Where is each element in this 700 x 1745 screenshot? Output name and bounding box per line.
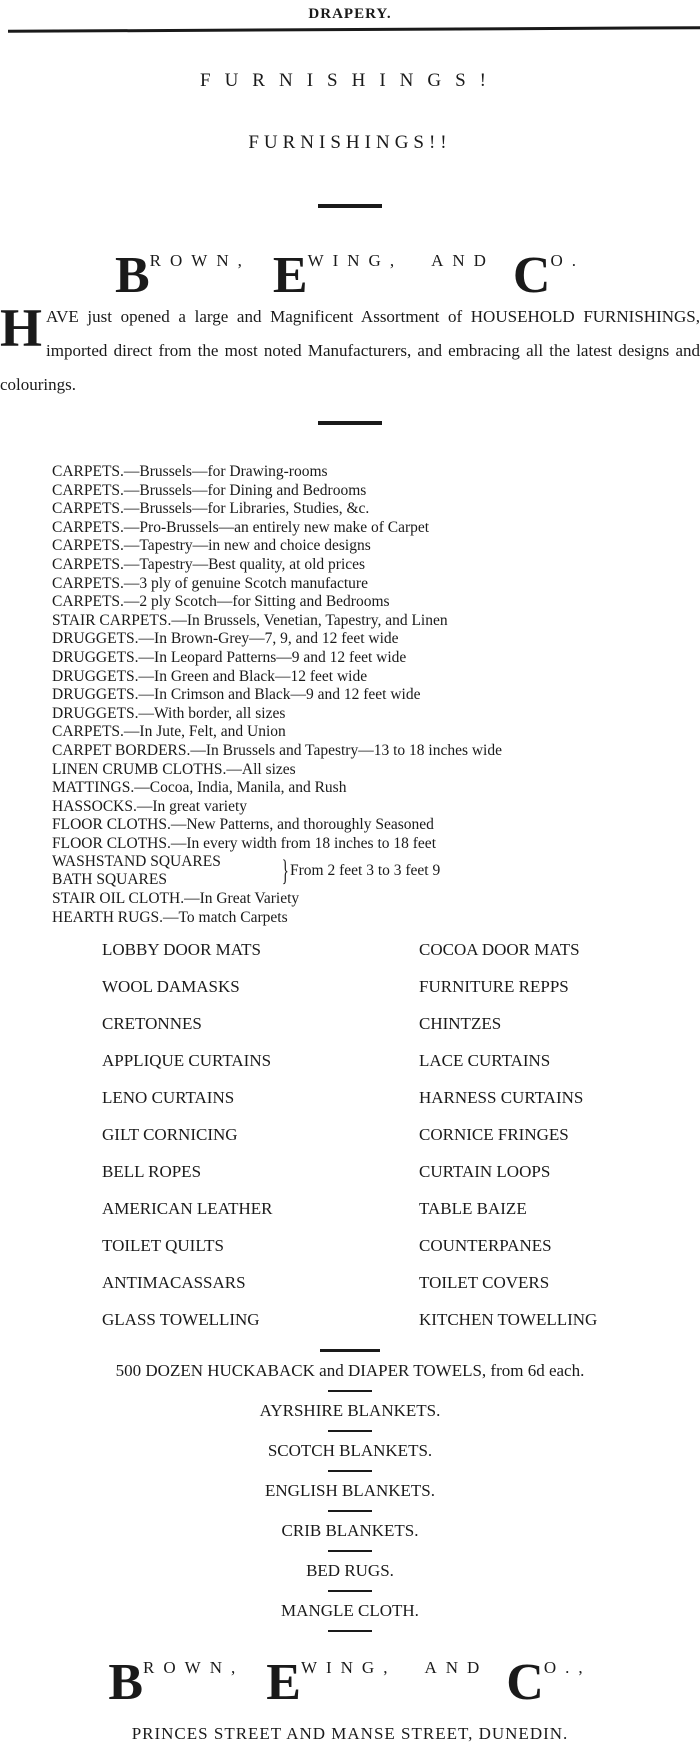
list-item: HEARTH RUGS.—To match Carpets — [52, 909, 288, 927]
list-item: STAIR CARPETS.—In Brussels, Venetian, Tapestry, and Linen — [52, 611, 448, 629]
list-item: DRUGGETS.—With border, all sizes — [52, 704, 286, 722]
list-item: HASSOCKS.—In great variety — [52, 797, 248, 815]
grid-row — [0, 1088, 700, 1125]
intro-paragraph — [0, 300, 700, 402]
list-item: CARPETS.—In Jute, Felt, and Union — [52, 723, 286, 741]
grid-item: LENO CURTAINS — [102, 1088, 235, 1107]
grid-item: CURTAIN LOOPS — [419, 1162, 551, 1181]
list-item: DRUGGETS.—In Green and Black—12 feet wide — [52, 667, 368, 685]
firm-word: O. — [550, 251, 586, 270]
list-item: CARPETS.—Brussels—for Libraries, Studies, &c. — [52, 500, 370, 518]
list-item: CARPETS.—Tapestry—Best quality, at old prices — [52, 555, 366, 573]
drop-cap: H — [0, 298, 43, 358]
grid-item: COCOA DOOR MATS — [419, 940, 580, 959]
list-item: CARPETS.—3 ply of genuine Scotch manufacture — [52, 574, 368, 592]
firm-word: WING, — [300, 1658, 397, 1677]
list-item: DRUGGETS.—In Leopard Patterns—9 and 12 feet wide — [52, 648, 407, 666]
grid-item: WOOL DAMASKS — [102, 977, 240, 996]
firm-name-top — [0, 247, 700, 304]
grid-row — [0, 940, 700, 977]
firm-word: O., — [543, 1658, 592, 1677]
grid-item: TOILET QUILTS — [102, 1236, 224, 1255]
towels-line: 500 DOZEN HUCKABACK and DIAPER TOWELS, from 6d each. — [115, 1361, 585, 1380]
list-item: CARPETS.—Pro-Brussels—an entirely new make of Carpet — [52, 518, 430, 536]
blanket-item: AYRSHIRE BLANKETS. — [259, 1401, 441, 1420]
grid-item: TABLE BAIZE — [419, 1199, 527, 1218]
grid-item: CHINTZES — [419, 1014, 502, 1033]
firm-name-bottom — [0, 1654, 700, 1711]
firm-word: AND — [424, 1658, 489, 1677]
list-item: BATH SQUARES — [52, 871, 167, 889]
headline-2: FURNISHINGS!! — [248, 132, 452, 153]
firm-word: ROWN, — [149, 251, 251, 270]
grid-item: BELL ROPES — [102, 1162, 202, 1181]
grid-item: TOILET COVERS — [419, 1273, 550, 1292]
grid-item: CRETONNES — [102, 1014, 202, 1033]
list-item: CARPETS.—2 ply Scotch—for Sitting and Bedrooms — [52, 593, 390, 611]
grid-item: AMERICAN LEATHER — [102, 1199, 273, 1218]
product-grid — [0, 940, 700, 1347]
blanket-item: BED RUGS. — [306, 1561, 394, 1580]
address: PRINCES STREET AND MANSE STREET, DUNEDIN. — [131, 1724, 569, 1743]
list-item: STAIR OIL CLOTH.—In Great Variety — [52, 890, 300, 908]
grid-item: HARNESS CURTAINS — [419, 1088, 584, 1107]
blanket-item: SCOTCH BLANKETS. — [267, 1441, 433, 1460]
grid-item: ANTIMACASSARS — [102, 1273, 246, 1292]
grid-row — [0, 1273, 700, 1310]
grid-row — [0, 1199, 700, 1236]
blanket-stack — [0, 1390, 700, 1632]
firm-initial: C — [506, 1654, 544, 1711]
headline-1: FURNISHINGS! — [200, 70, 500, 91]
page-header: DRAPERY. — [308, 6, 392, 22]
divider-bar — [318, 421, 382, 425]
intro-text: AVE just opened a large and Magnificent Assortment of HOUSEHOLD FURNISHINGS, imported direct from the most noted Manufacturers, and embracing all the latest designs and colourings. — [0, 307, 700, 394]
grid-row — [0, 977, 700, 1014]
list-item: MATTINGS.—Cocoa, India, Manila, and Rush — [52, 779, 347, 797]
firm-initial: E — [272, 247, 308, 304]
braced-items — [52, 853, 692, 890]
list-item: DRUGGETS.—In Brown-Grey—7, 9, and 12 feet wide — [52, 630, 399, 648]
list-item: CARPET BORDERS.—In Brussels and Tapestry—13 to 18 inches wide — [52, 741, 502, 759]
blanket-item: MANGLE CLOTH. — [281, 1601, 419, 1620]
grid-item: FURNITURE REPPS — [419, 977, 569, 996]
grid-item: GLASS TOWELLING — [102, 1310, 260, 1329]
list-item: LINEN CRUMB CLOTHS.—All sizes — [52, 760, 296, 778]
firm-initial: E — [266, 1654, 301, 1711]
item-list — [52, 463, 692, 928]
grid-row — [0, 1125, 700, 1162]
list-item: FLOOR CLOTHS.—In every width from 18 inches to 18 feet — [52, 834, 436, 852]
header-rule — [8, 26, 700, 33]
grid-row — [0, 1051, 700, 1088]
grid-row — [0, 1014, 700, 1051]
list-item: WASHSTAND SQUARES — [52, 853, 221, 871]
firm-word: ROWN, — [143, 1658, 245, 1677]
divider-bar — [318, 204, 382, 208]
grid-item: GILT CORNICING — [102, 1125, 238, 1144]
grid-item: CORNICE FRINGES — [419, 1125, 569, 1144]
firm-initial: C — [512, 247, 551, 304]
blanket-item: CRIB BLANKETS. — [281, 1521, 419, 1540]
list-item: CARPETS.—Brussels—for Dining and Bedrooms — [52, 481, 367, 499]
grid-item: COUNTERPANES — [419, 1236, 552, 1255]
blanket-item: ENGLISH BLANKETS. — [265, 1481, 435, 1500]
divider-bar — [320, 1349, 380, 1352]
list-item: CARPETS.—Tapestry—in new and choice designs — [52, 537, 371, 555]
list-item: CARPETS.—Brussels—for Drawing-rooms — [52, 463, 328, 480]
brace: } — [281, 854, 289, 888]
firm-initial: B — [108, 1654, 144, 1711]
grid-item: KITCHEN TOWELLING — [419, 1310, 598, 1329]
brace-note: From 2 feet 3 to 3 feet 9 — [290, 862, 441, 880]
grid-item: APPLIQUE CURTAINS — [102, 1051, 272, 1070]
grid-row — [0, 1310, 700, 1347]
grid-row — [0, 1162, 700, 1199]
firm-initial: B — [114, 247, 150, 304]
grid-item: LOBBY DOOR MATS — [102, 940, 262, 959]
grid-item: LACE CURTAINS — [419, 1051, 551, 1070]
firm-word: AND — [431, 251, 495, 270]
list-item: FLOOR CLOTHS.—New Patterns, and thoroughly Seasoned — [52, 816, 434, 834]
list-item: DRUGGETS.—In Crimson and Black—9 and 12 feet wide — [52, 686, 421, 704]
grid-row — [0, 1236, 700, 1273]
firm-word: WING, — [307, 251, 404, 270]
